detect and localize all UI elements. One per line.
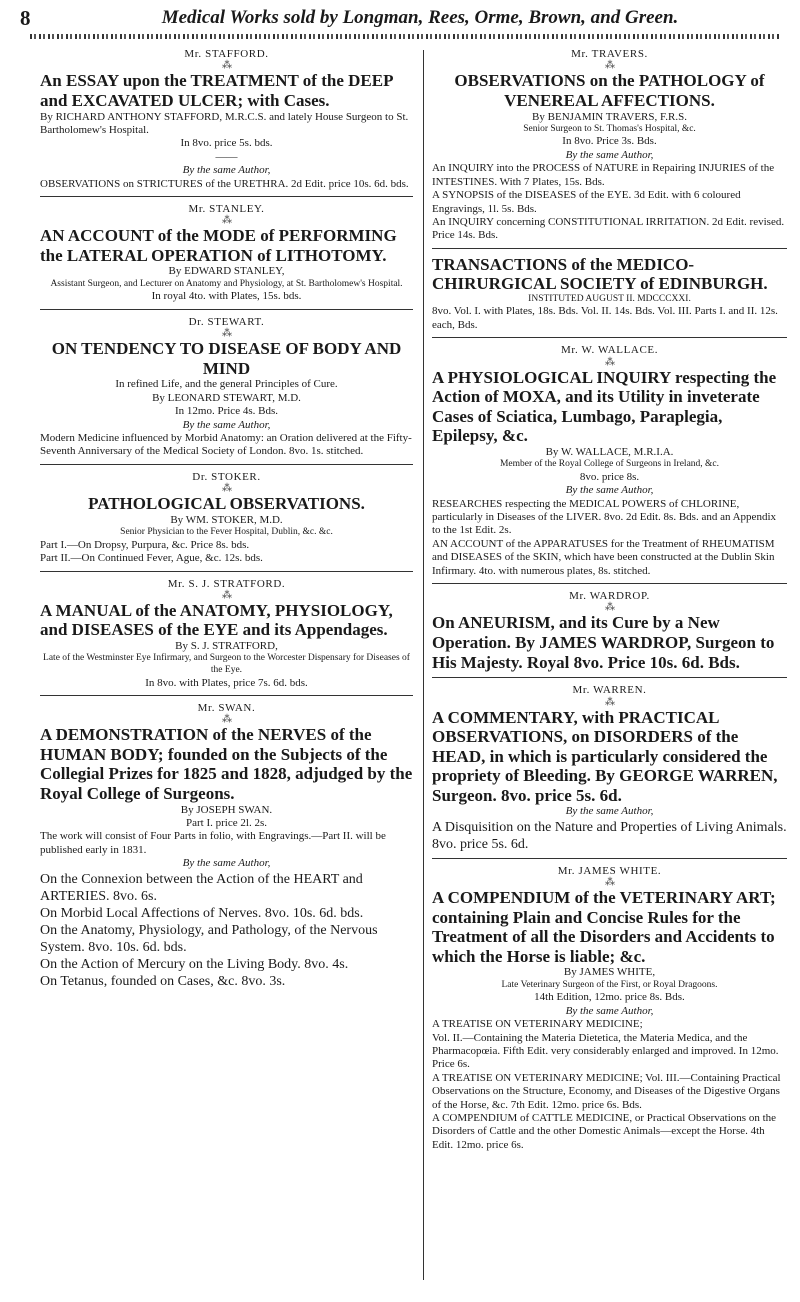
page-number: 8 [20,6,31,30]
catalogue-entry [40,578,413,696]
entry-title: A COMMENTARY, with PRACTICAL OBSERVATIONS, on DISORDERS of the HEAD, in which is particularly considered the propriety of Bleeding. By GEORGE WARREN, Surgeon. 8vo. price 5s. 6d. [432,707,778,805]
asterism-ornament: ⁂ [222,215,231,227]
entry-text: —— [215,150,238,163]
entry-text: By the same Author, [182,164,271,177]
catalogue-entry [40,471,413,572]
entry-text: By WM. STOKER, M.D. [170,513,283,526]
entry-text: By RICHARD ANTHONY STAFFORD, M.R.C.S. and lately House Surgeon to St. Bartholomew's Hospital. [40,110,409,136]
entry-text: In refined Life, and the general Principles of Cure. [115,378,338,391]
entry-text: In royal 4to. with Plates, 15s. bds. [151,290,302,303]
entry-text: By the same Author, [565,148,654,161]
catalogue-entry [40,203,413,310]
entry-text: On the Anatomy, Physiology, and Pathology, of the Nervous System. 8vo. 10s. 6d. bds. [40,922,378,955]
entry-text: In 8vo. with Plates, price 7s. 6d. bds. [145,676,308,689]
entry-text: A Disquisition on the Nature and Properties of Living Animals. 8vo. price 5s. 6d. [432,819,787,852]
entry-title: A MANUAL of the ANATOMY, PHYSIOLOGY, and DISEASES of the EYE and its Appendages. [40,600,393,640]
entry-text: RESEARCHES respecting the MEDICAL POWERS of CHLORINE, particularly in Diseases of the LIVER. 8vo. 2d Edit. 8s. Bds. and an Appendix to the 1st Edit. 2s. [432,497,776,537]
entry-author: Mr. STAFFORD. [184,48,269,60]
entry-title: OBSERVATIONS on the PATHOLOGY of VENEREAL AFFECTIONS. [454,71,765,110]
entry-title: An ESSAY upon the TREATMENT of the DEEP and EXCAVATED ULCER; with Cases. [40,71,393,110]
asterism-ornament: ⁂ [222,483,231,495]
entry-text: By S. J. STRATFORD, [175,640,278,653]
entry-title: A PHYSIOLOGICAL INQUIRY respecting the Action of MOXA, and its Utility in inveterate Cases of Sciatica, Lumbago, Paraplegia, Epilepsy, &c. [432,367,777,446]
entry-text: INSTITUTED AUGUST II. MDCCCXXI. [528,293,691,304]
entry-text: Part II.—On Continued Fever, Ague, &c. 12s. bds. [40,552,263,565]
entry-text: Member of the Royal College of Surgeons in Ireland, &c. [499,459,720,470]
asterism-ornament: ⁂ [605,602,614,614]
entry-text: In 8vo. Price 3s. Bds. [562,135,657,148]
asterism-ornament: ⁂ [605,696,614,708]
entry-text: OBSERVATIONS on STRICTURES of the URETHRA. 2d Edit. price 10s. 6d. bds. [40,177,409,190]
catalogue-entry [40,316,413,465]
entry-text: On the Action of Mercury on the Living Body. 8vo. 4s. [40,957,349,972]
entry-title: A DEMONSTRATION of the NERVES of the HUMAN BODY; founded on the Subjects of the Collegial Prizes for 1825 and 1828, adjudged by the Royal College of Surgeons. [40,725,413,804]
entry-text: Senior Surgeon to St. Thomas's Hospital, &c. [523,123,696,134]
entry-text: By the same Author, [565,1004,654,1017]
running-title: Medical Works sold by Longman, Rees, Orme, Brown, and Green. [161,7,679,28]
entry-author: Mr. JAMES WHITE. [557,864,662,877]
entry-author: Mr. W. WALLACE. [560,344,659,357]
entry-text: An INQUIRY concerning CONSTITUTIONAL IRRITATION. 2d Edit. revised. Price 14s. Bds. [432,215,785,242]
entry-title: PATHOLOGICAL OBSERVATIONS. [88,494,365,514]
entry-text: An INQUIRY into the PROCESS of NATURE in Repairing INJURIES of the INTESTINES. With 7 Plates, 15s. Bds. [432,162,775,188]
entry-text: On Tetanus, founded on Cases, &c. 8vo. 3s. [40,974,286,990]
entry-title: TRANSACTIONS of the MEDICO-CHIRURGICAL SOCIETY of EDINBURGH. [432,254,768,294]
entry-text: Part I.—On Dropsy, Purpura, &c. Price 8s. bds. [40,538,250,551]
asterism-ornament: ⁂ [222,714,231,726]
entry-text: By the same Author, [182,418,271,431]
entry-text: By LEONARD STEWART, M.D. [152,391,301,404]
entry-author: Mr. SWAN. [197,701,256,714]
entry-text: By W. WALLACE, M.R.I.A. [545,445,674,458]
asterism-ornament: ⁂ [222,60,231,72]
entry-author: Mr. S. J. STRATFORD. [167,577,286,590]
entry-text: By EDWARD STANLEY, [168,265,285,278]
catalogue-entry [40,48,413,197]
entry-text: In 8vo. price 5s. bds. [180,137,273,150]
entry-text: By the same Author, [565,805,654,818]
entry-author: Mr. TRAVERS. [571,48,648,60]
entry-title: ON TENDENCY TO DISEASE OF BODY AND MIND [51,339,402,378]
catalogue-entry [432,344,787,584]
entry-author: Dr. STOKER. [192,470,261,483]
entry-title: A COMPENDIUM of the VETERINARY ART; containing Plain and Concise Rules for the Treatment of all the Disorders and Accidents to which the Horse is liable; &c. [432,888,776,966]
entry-author: Mr. STANLEY. [188,202,265,215]
entry-title: AN ACCOUNT of the MODE of PERFORMING the LATERAL OPERATION of LITHOTOMY. [40,226,397,265]
entry-text: Late Veterinary Surgeon of the First, or Royal Dragoons. [501,979,718,990]
asterism-ornament: ⁂ [605,877,614,889]
catalogue-entry [40,702,413,995]
asterism-ornament: ⁂ [605,356,614,368]
catalogue-entry [432,865,787,1157]
right-column [432,48,787,1163]
catalogue-entry [432,48,787,249]
entry-text: By the same Author, [565,484,654,497]
entry-text: On Morbid Local Affections of Nerves. 8vo. 10s. 6d. bds. [40,905,364,921]
asterism-ornament: ⁂ [222,328,231,340]
entry-text: In 12mo. Price 4s. Bds. [175,405,278,418]
catalogue-entry [432,684,787,859]
entry-text: By JAMES WHITE, [563,966,656,979]
entry-author: Mr. WARREN. [572,684,647,697]
entry-text: By JOSEPH SWAN. [180,803,273,816]
entry-text: By the same Author, [182,857,271,870]
entry-text: A TREATISE ON VETERINARY MEDICINE; [432,1018,643,1031]
asterism-ornament: ⁂ [605,60,614,72]
entry-author: Mr. WARDROP. [569,590,650,603]
left-column [40,48,413,1001]
entry-text: 14th Edition, 12mo. price 8s. Bds. [534,991,685,1004]
entry-text: Vol. II.—Containing the Materia Dietetica, the Materia Medica, and the Pharmacopœia. Fifth Edit. very considerably enlarged and improved. In 12mo. Price 6s. [432,1031,779,1071]
page-header [20,6,790,32]
catalogue-entry [432,255,787,338]
decorative-rule [30,34,780,39]
catalogue-entry [432,590,787,678]
entry-text: The work will consist of Four Parts in folio, with Engravings.—Part II. will be published early in 1831. [40,830,386,856]
entry-text: Senior Physician to the Fever Hospital, Dublin, &c. &c. [120,527,333,538]
entry-text: A SYNOPSIS of the DISEASES of the EYE. 3d Edit. with 6 coloured Engravings, 1l. 5s. Bds. [432,189,741,215]
column-divider [423,50,424,1280]
entry-text: A COMPENDIUM of CATTLE MEDICINE, or Practical Observations on the Disorders of Cattle and the other Domestic Animals—except the Horse. 4th Edit. 12mo. price 6s. [432,1112,777,1151]
entry-title: On ANEURISM, and its Cure by a New Operation. By JAMES WARDROP, Surgeon to His Majesty. Royal 8vo. Price 10s. 6d. Bds. [432,613,775,672]
entry-text: Assistant Surgeon, and Lecturer on Anatomy and Physiology, at St. Bartholomew's Hospital. [50,278,403,289]
entry-text: By BENJAMIN TRAVERS, F.R.S. [532,110,687,123]
entry-text: AN ACCOUNT of the APPARATUSES for the Treatment of RHEUMATISM and DISEASES of the SKIN, which have been constructed at the Dublin Skin Infirmary. 4to. with numerous plates, 8s. stitched. [432,537,775,577]
entry-author: Dr. STEWART. [188,315,265,328]
asterism-ornament: ⁂ [222,589,231,601]
entry-text: On the Connexion between the Action of the HEART and ARTERIES. 8vo. 6s. [40,871,363,904]
entry-text: 8vo. Vol. I. with Plates, 18s. Bds. Vol. II. 14s. Bds. Vol. III. Parts I. and II. 12s. each, Bds. [432,305,778,331]
entry-text: 8vo. price 8s. [579,470,640,483]
entry-text: Late of the Westminster Eye Infirmary, and Surgeon to the Worcester Dispensary for Diseases of the Eye. [43,653,410,675]
entry-text: Part I. price 2l. 2s. [186,816,267,829]
entry-text: A TREATISE ON VETERINARY MEDICINE; Vol. III.—Containing Practical Observations on the Structure, Economy, and Diseases of the Digestive Organs of the Horse, &c. 7th Edit. 12mo. price 6s. Bds. [432,1071,781,1111]
entry-text: Modern Medicine influenced by Morbid Anatomy: an Oration delivered at the Fifty-Seventh Anniversary of the Medical Society of London. 8vo. 1s. stitched. [40,431,412,458]
